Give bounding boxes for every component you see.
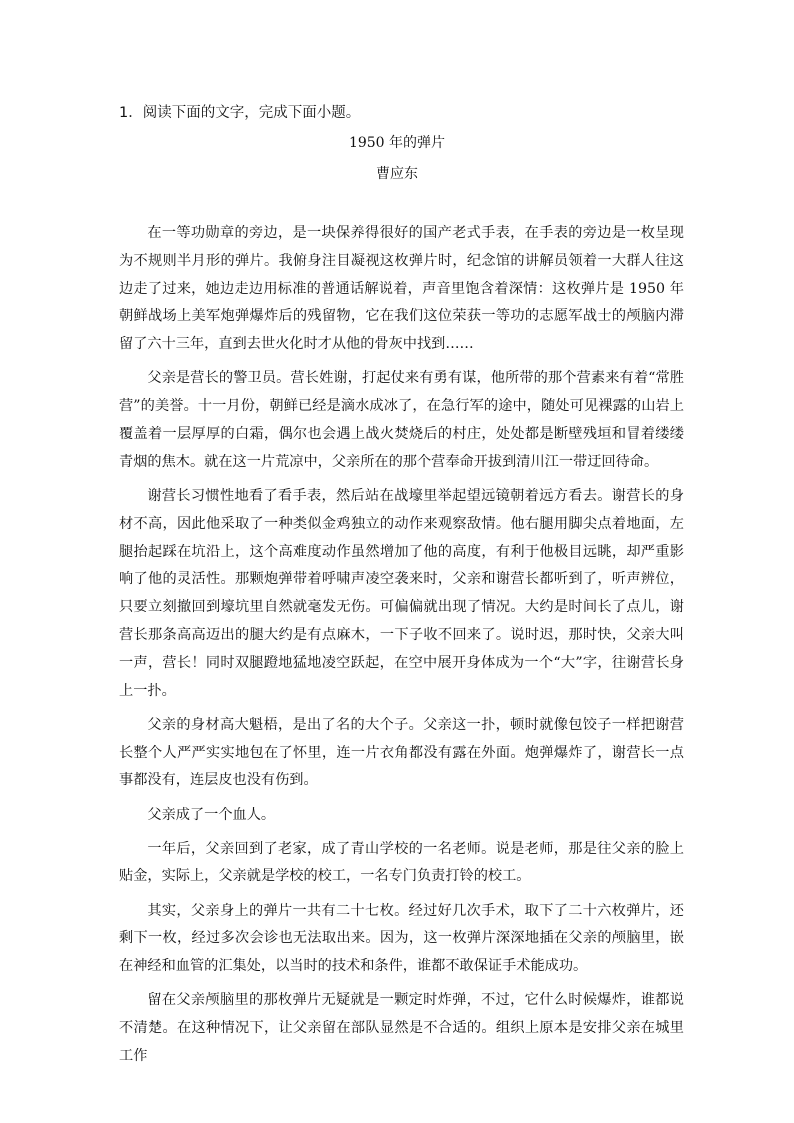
paragraph: 留在父亲颅脑里的那枚弹片无疑就是一颗定时炸弹，不过，它什么时候爆炸，谁都说不清楚。在这种情况下，让父亲留在部队显然是不合适的。组织上原本是安排父亲在城里工作 bbox=[119, 992, 684, 1065]
question-prompt: 1．阅读下面的文字，完成下面小题。 bbox=[119, 105, 361, 121]
paragraph: 父亲是营长的警卫员。营长姓谢，打起仗来有勇有谋，他所带的那个营素来有着“常胜营”的美誉。十一月份，朝鲜已经是滴水成冰了，在急行军的途中，随处可见裸露的山岩上覆盖着一层厚厚的白霜，偶尔也会遇上战火焚烧后的村庄，处处都是断壁残垣和冒着缕缕青烟的焦木。就在这一片荒凉中，父亲所在的那个营奉命开拔到清川江一带迂回待命。 bbox=[119, 370, 684, 470]
paragraph: 父亲的身材高大魁梧，是出了名的大个子。父亲这一扑，顿时就像包饺子一样把谢营长整个人严严实实地包在了怀里，连一片衣角都没有露在外面。炮弹爆炸了，谢营长一点事都没有，连层皮也没有伤到。 bbox=[119, 716, 684, 789]
article-author: 曹应东 bbox=[376, 166, 418, 182]
article-body bbox=[119, 220, 684, 1077]
article-title: 1950 年的弹片 bbox=[348, 135, 446, 151]
paragraph: 其实，父亲身上的弹片一共有二十七枚。经过好几次手术，取下了二十六枚弹片，还剩下一枚，经过多次会诊也无法取出来。因为，这一枚弹片深深地插在父亲的颅脑里，嵌在神经和血管的汇集处，以当时的技术和条件，谁都不敢保证手术能成功。 bbox=[119, 902, 684, 975]
paragraph: 在一等功勋章的旁边，是一块保养得很好的国产老式手表，在手表的旁边是一枚呈现为不规则半月形的弹片。我俯身注目凝视这枚弹片时，纪念馆的讲解员领着一大群人往这边走了过来，她边走边用标准的普通话解说着，声音里饱含着深情：这枚弹片是 1950 年朝鲜战场上美军炮弹爆炸后的残留物，它在我们这位荣获一等功的志愿军战士的颅脑内滞留了六十三年，直到去世火化时才从他的骨灰中找到…… bbox=[119, 225, 684, 353]
paragraph: 谢营长习惯性地看了看手表，然后站在战壕里举起望远镜朝着远方看去。谢营长的身材不高，因此他采取了一种类似金鸡独立的动作来观察敌情。他右腿用脚尖点着地面，左腿抬起踩在坑沿上，这个高难度动作虽然增加了他的高度，有利于他极目远眺，却严重影响了他的灵活性。那颗炮弹带着呼啸声凌空袭来时，父亲和谢营长都听到了，听声辨位，只要立刻撤回到壕坑里自然就毫发无伤。可偏偏就出现了情况。大约是时间长了点儿，谢营长那条高高迈出的腿大约是有点麻木，一下子收不回来了。说时迟，那时快，父亲大叫一声，营长！同时双腿蹬地猛地凌空跃起，在空中展开身体成为一个“大”字，往谢营长身上一扑。 bbox=[119, 487, 684, 699]
paragraph: 父亲成了一个血人。 bbox=[147, 806, 276, 823]
paragraph: 一年后，父亲回到了老家，成了青山学校的一名老师。说是老师，那是往父亲的脸上贴金，实际上，父亲就是学校的校工，一名专门负责打铃的校工。 bbox=[119, 840, 684, 885]
